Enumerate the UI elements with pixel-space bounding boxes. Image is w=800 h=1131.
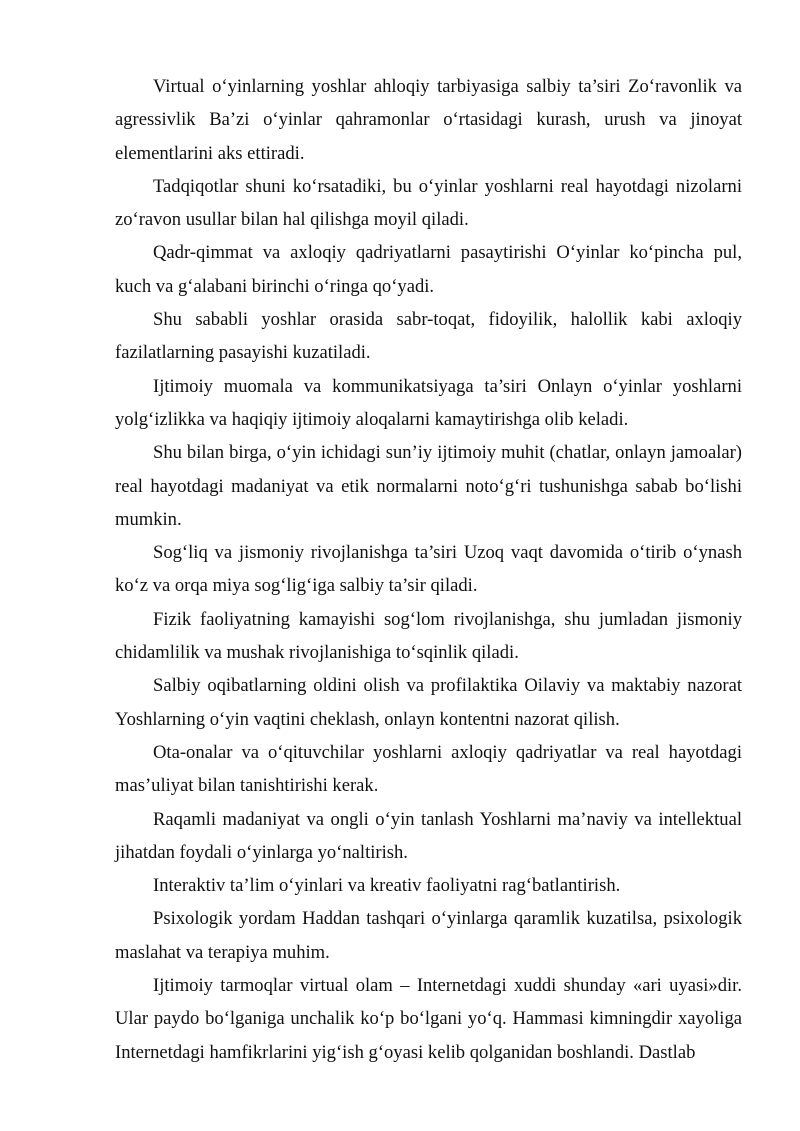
paragraph: Sog‘liq va jismoniy rivojlanishga ta’siri Uzoq vaqt davomida o‘tirib o‘ynash ko‘z va orqa miya sog‘lig‘iga salbiy ta’sir qiladi. <box>115 542 742 597</box>
paragraph: Virtual o‘yinlarning yoshlar ahloqiy tarbiyasiga salbiy ta’siri Zo‘ravonlik va agressivlik Ba’zi o‘yinlar qahramonlar o‘rtasidagi kurash, urush va jinoyat elementlarini aks ettiradi. <box>115 76 742 164</box>
paragraph: Tadqiqotlar shuni ko‘rsatadiki, bu o‘yinlar yoshlarni real hayotdagi nizolarni zo‘ravon usullar bilan hal qilishga moyil qiladi. <box>115 175 742 231</box>
paragraph: Ijtimoiy muomala va kommunikatsiyaga ta’siri Onlayn o‘yinlar yoshlarni yolg‘izlikka va haqiqiy ijtimoiy aloqalarni kamaytirishga olib keladi. <box>115 375 742 430</box>
paragraph: Ijtimoiy tarmoqlar virtual olam – Internetdagi xuddi shunday «ari uyasi»dir. Ular paydo bo‘lganiga unchalik ko‘p bo‘lgani yo‘q. Hammasi kimningdir xayoliga Internetdagi hamfikrlarini yig‘ish g‘oyasi kelib qolganidan boshlandi. Dastlab <box>115 975 742 1063</box>
paragraph: Salbiy oqibatlarning oldini olish va profilaktika Oilaviy va maktabiy nazorat Yoshlarning o‘yin vaqtini cheklash, onlayn kontentni nazorat qilish. <box>115 675 742 730</box>
paragraph: Ota-onalar va o‘qituvchilar yoshlarni axloqiy qadriyatlar va real hayotdagi mas’uliyat bilan tanishtirishi kerak. <box>115 741 742 797</box>
paragraph: Fizik faoliyatning kamayishi sog‘lom rivojlanishga, shu jumladan jismoniy chidamlilik va mushak rivojlanishiga to‘sqinlik qiladi. <box>115 608 742 664</box>
paragraph: Shu bilan birga, o‘yin ichidagi sun’iy ijtimoiy muhit (chatlar, onlayn jamoalar) real hayotdagi madaniyat va etik normalarni noto‘g‘ri tushunishga sabab bo‘lishi mumkin. <box>115 442 742 530</box>
paragraph: Qadr-qimmat va axloqiy qadriyatlarni pasaytirishi O‘yinlar ko‘pincha pul, kuch va g‘alabani birinchi o‘ringa qo‘yadi. <box>115 242 742 297</box>
paragraph: Shu sababli yoshlar orasida sabr-toqat, fidoyilik, halollik kabi axloqiy fazilatlarning pasayishi kuzatiladi. <box>115 309 742 364</box>
document-body <box>115 70 742 1069</box>
paragraph: Interaktiv ta’lim o‘yinlari va kreativ faoliyatni rag‘batlantirish. <box>153 875 621 897</box>
paragraph: Raqamli madaniyat va ongli o‘yin tanlash Yoshlarni ma’naviy va intellektual jihatdan foydali o‘yinlarga yo‘naltirish. <box>115 808 742 863</box>
paragraph: Psixologik yordam Haddan tashqari o‘yinlarga qaramlik kuzatilsa, psixologik maslahat va terapiya muhim. <box>115 908 742 963</box>
